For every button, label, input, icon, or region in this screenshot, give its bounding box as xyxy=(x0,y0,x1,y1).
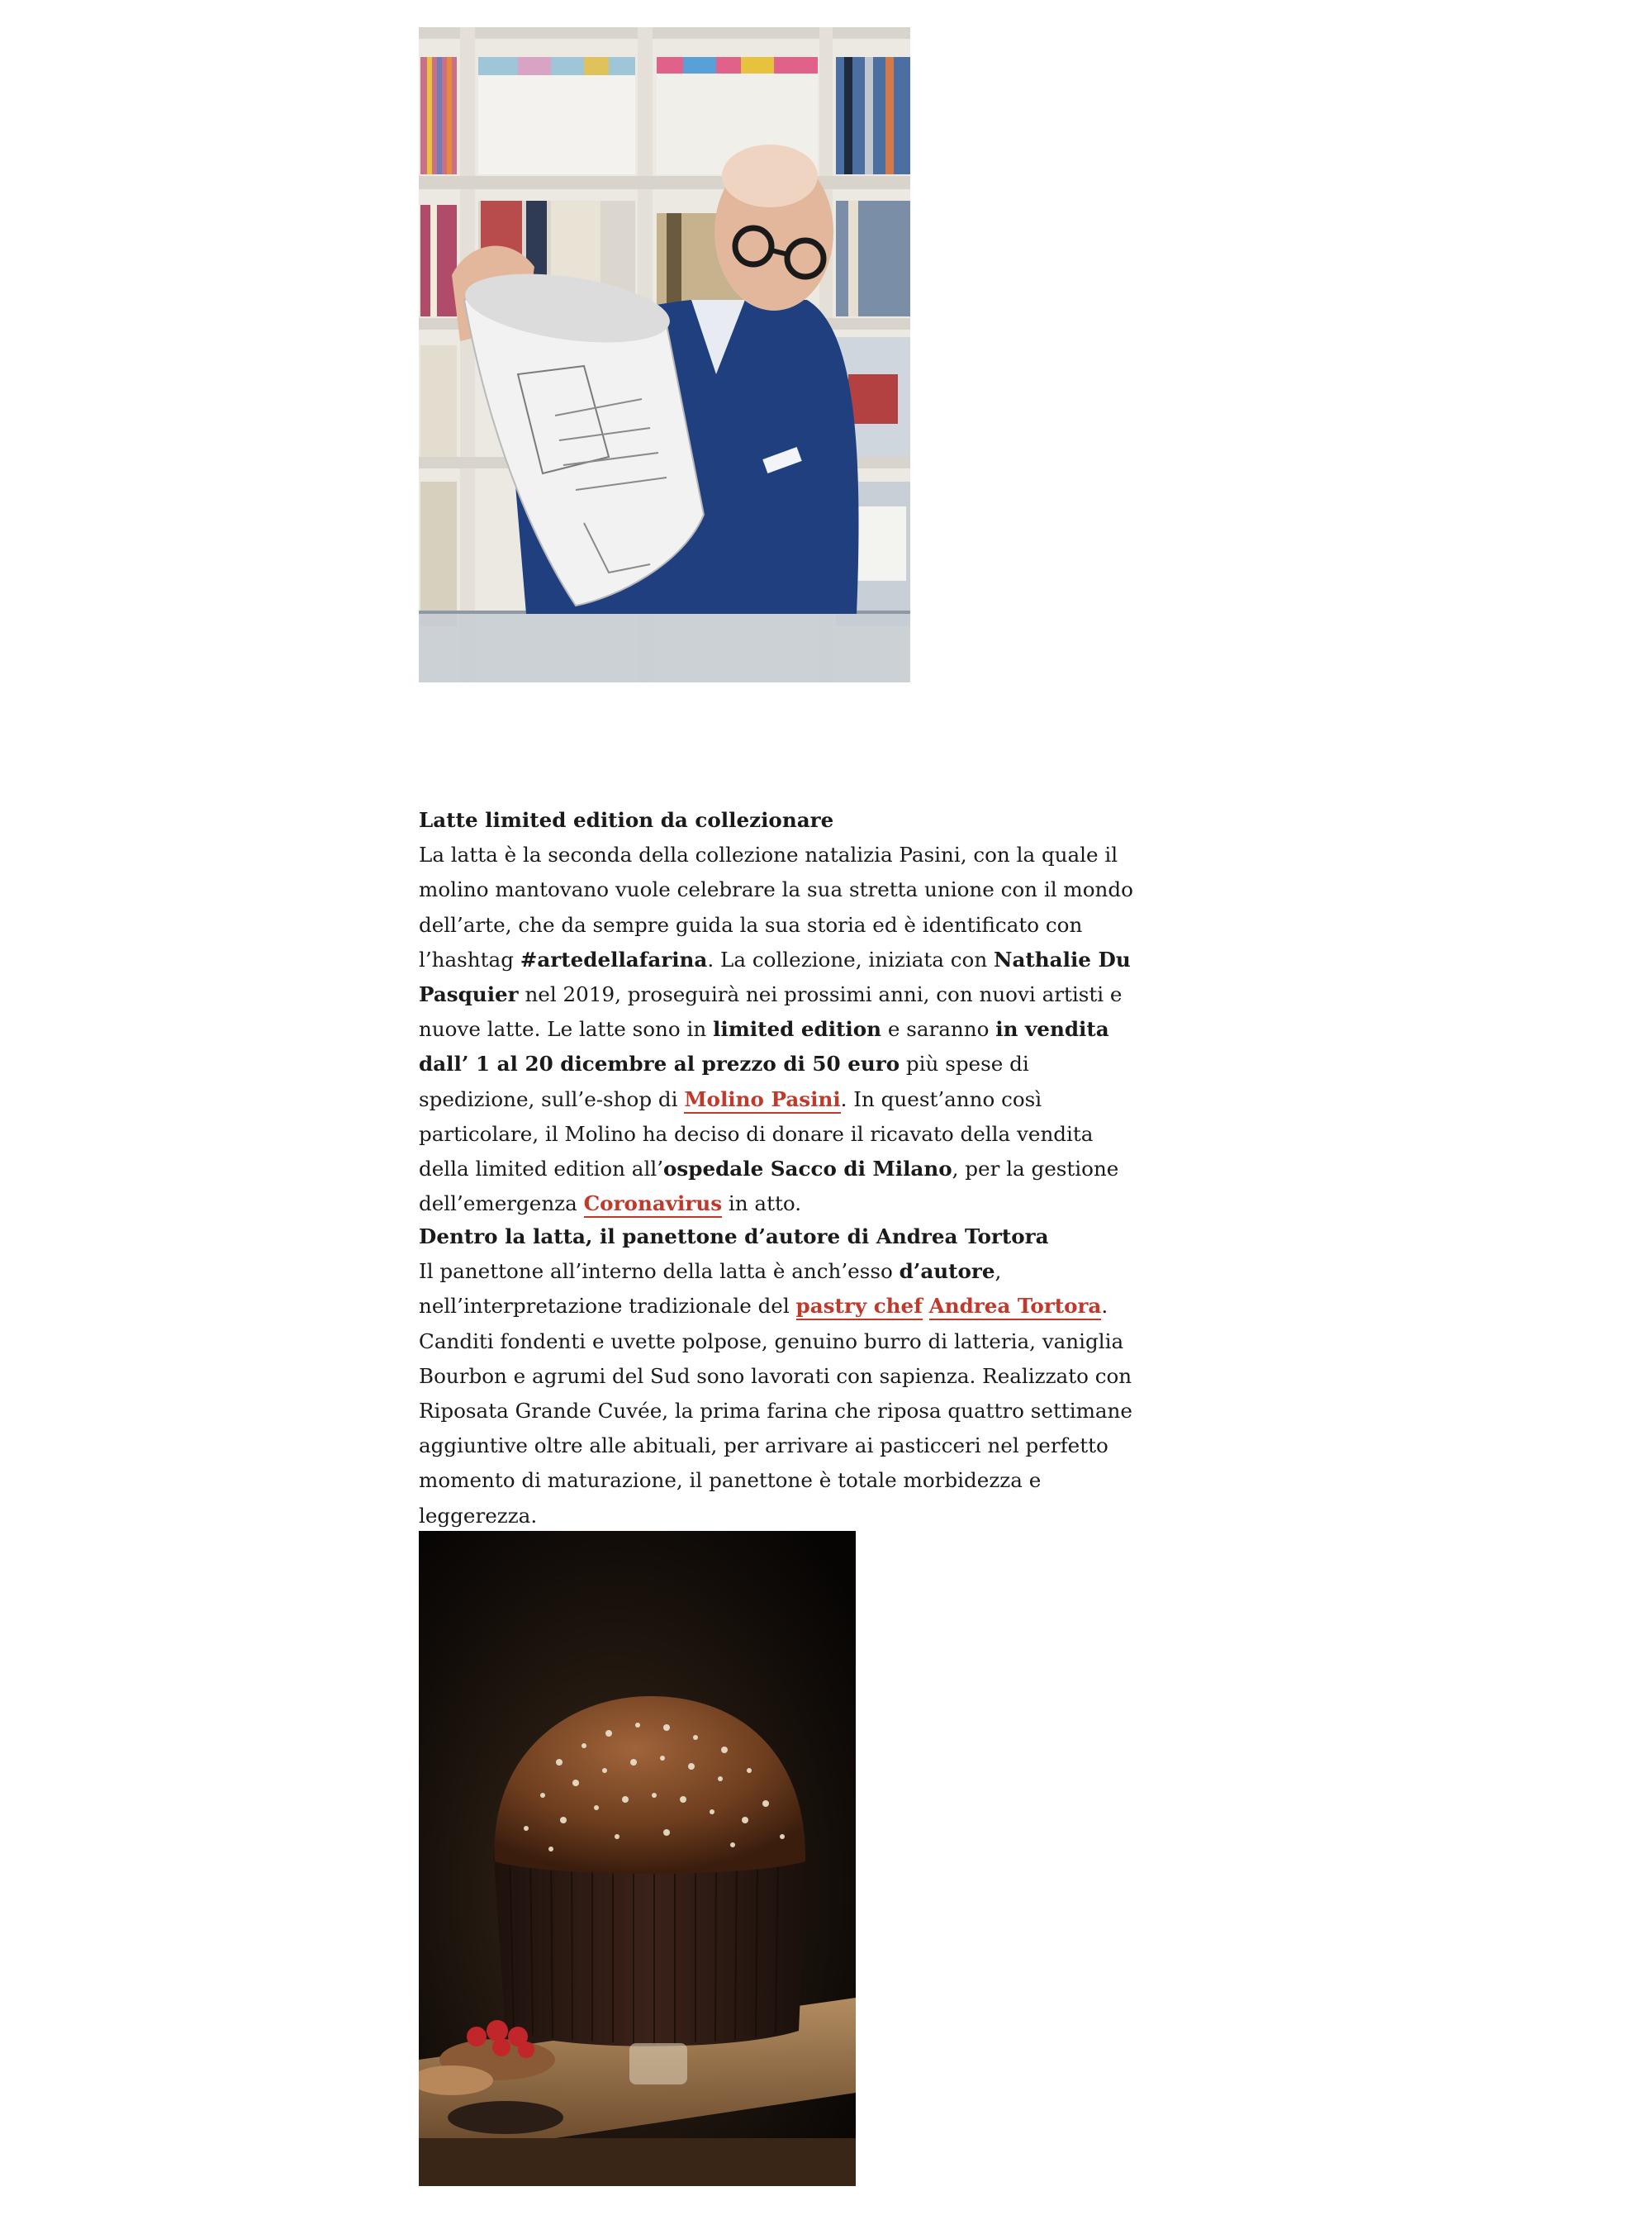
andrea-tortora-link[interactable]: Andrea Tortora xyxy=(929,1294,1102,1320)
pastry-chef-link[interactable]: pastry chef xyxy=(796,1294,923,1320)
artist-portrait-photo xyxy=(419,27,910,682)
panettone-photo xyxy=(419,1531,856,2186)
section-paragraph: La latta è la seconda della collezione natalizia Pasini, con la quale il molino mantovano vuole celebrare la sua stretta unione con il mondo dell’arte, che da sempre guida la sua storia ed è identificato con l’hashtag #artedellafarina. La collezione, iniziata con Nathalie Du Pasquier nel 2019, proseguirà nei prossimi anni, con nuovi artisti e nuove latte. Le latte sono in limited edition e saranno in vendita dall’ 1 al 20 dicembre al prezzo di 50 euro più spese di spedizione, sull’e-shop di Molino Pasini. In quest’anno così particolare, il Molino ha deciso di donare il ricavato della vendita della limited edition all’ospedale Sacco di Milano, per la gestione dell’emergenza Coronavirus in atto. xyxy=(419,838,1137,1221)
section-heading: Dentro la latta, il panettone d’autore di Andrea Tortora xyxy=(419,1224,1049,1248)
section-heading: Latte limited edition da collezionare xyxy=(419,808,834,832)
molino-pasini-link[interactable]: Molino Pasini xyxy=(684,1087,840,1114)
panettone-section xyxy=(419,1219,1137,1533)
section-paragraph: Il panettone all’interno della latta è anch’esso d’autore, nell’interpretazione tradizionale del pastry chef Andrea Tortora. Canditi fondenti e uvette polpose, genuino burro di latteria, vaniglia Bourbon e agrumi del Sud sono lavorati con sapienza. Realizzato con Riposata Grande Cuvée, la prima farina che riposa quattro settimane aggiuntive oltre alle abituali, per arrivare ai pasticceri nel perfetto momento di maturazione, il panettone è totale morbidezza e leggerezza. xyxy=(419,1259,1132,1528)
limited-edition-section xyxy=(419,803,1137,1221)
coronavirus-link[interactable]: Coronavirus xyxy=(584,1191,722,1218)
